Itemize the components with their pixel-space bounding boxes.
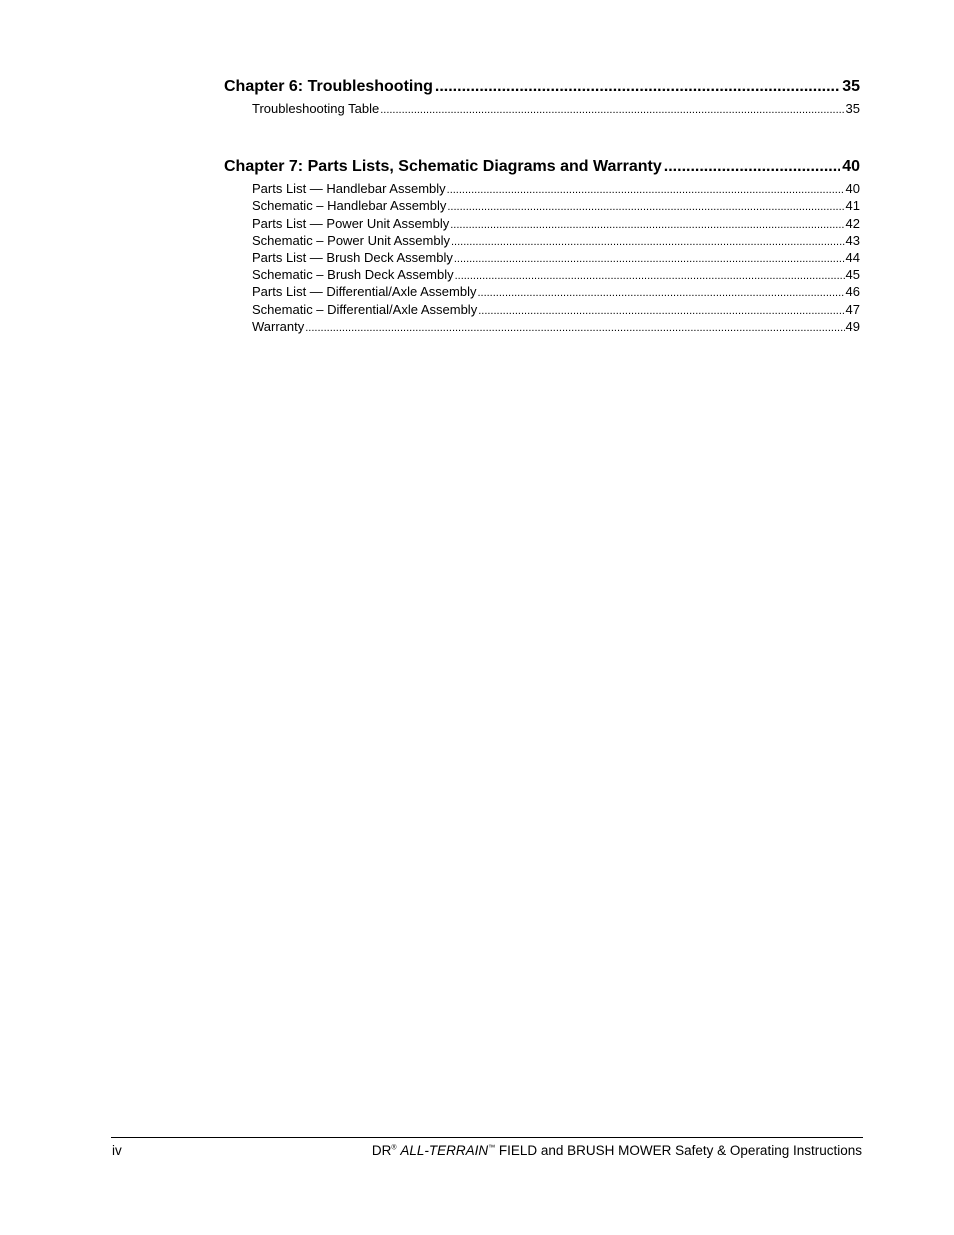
footer-document-title bbox=[372, 1143, 862, 1159]
dot-leader bbox=[454, 251, 845, 268]
entry-title: Schematic – Brush Deck Assembly bbox=[252, 267, 454, 283]
dot-leader bbox=[450, 217, 844, 234]
toc-entry[interactable] bbox=[252, 318, 860, 335]
dot-leader bbox=[447, 199, 844, 216]
chapter-title: Chapter 6: Troubleshooting bbox=[224, 78, 433, 95]
toc-chapter-7[interactable] bbox=[224, 157, 860, 177]
entry-page-number: 41 bbox=[845, 198, 860, 214]
toc-entry[interactable] bbox=[252, 301, 860, 318]
entry-title: Parts List — Handlebar Assembly bbox=[252, 181, 446, 197]
entry-title: Parts List — Differential/Axle Assembly bbox=[252, 284, 477, 300]
trademark-mark: ™ bbox=[488, 1144, 496, 1152]
entry-page-number: 40 bbox=[845, 181, 860, 197]
footer-page-number: iv bbox=[112, 1143, 122, 1158]
dot-leader bbox=[305, 320, 844, 337]
entry-title: Schematic – Differential/Axle Assembly bbox=[252, 301, 478, 317]
registered-mark: ® bbox=[391, 1144, 397, 1152]
entry-page-number: 47 bbox=[845, 301, 860, 317]
entry-title: Schematic – Power Unit Assembly bbox=[252, 232, 450, 248]
toc-entry[interactable] bbox=[252, 215, 860, 232]
chapter-title: Chapter 7: Parts Lists, Schematic Diagrams and Warranty bbox=[224, 158, 662, 176]
dot-leader bbox=[664, 157, 840, 177]
entry-page-number: 46 bbox=[845, 284, 860, 300]
footer-product: ALL-TERRAIN bbox=[400, 1143, 489, 1158]
chapter-page-number: 40 bbox=[842, 158, 860, 176]
toc-entry[interactable] bbox=[252, 197, 860, 214]
entry-title: Parts List — Power Unit Assembly bbox=[252, 215, 450, 231]
entry-title: Warranty bbox=[252, 318, 305, 334]
dot-leader bbox=[455, 268, 845, 285]
dot-leader bbox=[451, 234, 845, 251]
dot-leader bbox=[477, 285, 844, 302]
toc-entry[interactable] bbox=[252, 283, 860, 300]
entry-page-number: 35 bbox=[845, 101, 860, 116]
entry-title: Parts List — Brush Deck Assembly bbox=[252, 249, 453, 265]
entry-page-number: 44 bbox=[845, 249, 860, 265]
toc-chapter-6-entries bbox=[224, 100, 860, 117]
dot-leader bbox=[380, 102, 844, 119]
entry-title: Troubleshooting Table bbox=[252, 101, 380, 116]
footer-brand: DR bbox=[371, 1143, 392, 1158]
toc-entry[interactable] bbox=[252, 180, 860, 197]
toc-entry[interactable] bbox=[252, 249, 860, 266]
toc-entry[interactable] bbox=[252, 100, 860, 117]
dot-leader bbox=[435, 77, 840, 97]
toc-entry[interactable] bbox=[252, 232, 860, 249]
toc-entry[interactable] bbox=[252, 266, 860, 283]
dot-leader bbox=[447, 182, 845, 199]
footer-subtitle: FIELD and BRUSH MOWER Safety & Operating Instructions bbox=[495, 1143, 862, 1158]
entry-page-number: 49 bbox=[845, 318, 860, 334]
entry-page-number: 42 bbox=[845, 215, 860, 231]
footer-divider bbox=[111, 1137, 863, 1138]
entry-title: Schematic – Handlebar Assembly bbox=[252, 198, 447, 214]
entry-page-number: 43 bbox=[845, 232, 860, 248]
toc-chapter-6[interactable] bbox=[224, 77, 860, 97]
toc-chapter-7-entries bbox=[224, 180, 860, 335]
table-of-contents bbox=[224, 77, 860, 335]
chapter-page-number: 35 bbox=[842, 78, 860, 95]
dot-leader bbox=[478, 303, 844, 320]
entry-page-number: 45 bbox=[845, 267, 860, 283]
